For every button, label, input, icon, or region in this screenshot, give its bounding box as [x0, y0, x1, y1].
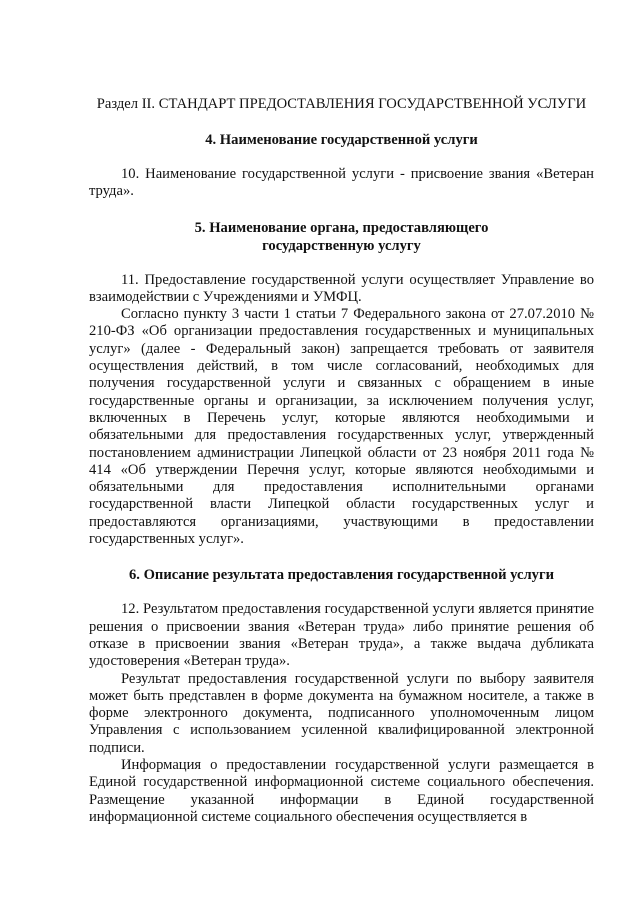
heading-service-name: 4. Наименование государственной услуги [205, 132, 478, 148]
heading-providing-authority-line2: государственную услугу [262, 237, 421, 254]
paragraph-12: 12. Результатом предоставления государственной услуги является принятие решения о присвоении звания «Ветеран труда» либо принятие решения об отказе в присвоении звания «Ветеран труда», а также выдача дубликата удостоверения «Ветеран труда». [89, 601, 594, 670]
paragraph-11: 11. Предоставление государственной услуги осуществляет Управление во взаимодействии с Учреждениями и УМФЦ. [89, 271, 594, 305]
heading-providing-authority [89, 219, 594, 255]
document-body [89, 95, 594, 826]
paragraph-12-result-form: Результат предоставления государственной услуги по выбору заявителя может быть представлен в форме документа на бумажном носителе, а также в форме электронного документа, подписанного уполномоченным лицом Управления с использованием усиленной квалифицированной электронной подписи. [89, 670, 594, 756]
paragraph-11-federal-law: Согласно пункту 3 части 1 статьи 7 Федерального закона от 27.07.2010 № 210-ФЗ «Об организации предоставления государственных и муниципальных услуг» (далее - Федеральный закон) запрещается требовать от заявителя осуществления действий, в том числе согласований, необходимых для получения государственной услуги и связанных с обращением в иные государственные органы и организации, за исключением получения услуг, включенных в Перечень услуг, которые являются необходимыми и обязательными для предоставления государственных услуг, утвержденный постановлением администрации Липецкой области от 23 ноября 2011 года № 414 «Об утверждении Перечня услуг, которые являются необходимыми и обязательными для предоставления исполнительными органами государственной власти Липецкой области государственных услуг и предоставляются организациями, участвующими в предоставлении государственных услуг». [89, 306, 594, 548]
heading-providing-authority-line1: 5. Наименование органа, предоставляющего [194, 219, 489, 236]
section-title: Раздел II. СТАНДАРТ ПРЕДОСТАВЛЕНИЯ ГОСУДАРСТВЕННОЙ УСЛУГИ [96, 96, 587, 112]
paragraph-10: 10. Наименование государственной услуги - присвоение звания «Ветеран труда». [89, 166, 594, 200]
heading-service-result: 6. Описание результата предоставления государственной услуги [128, 567, 554, 584]
paragraph-12-information: Информация о предоставлении государственной услуги размещается в Единой государственной информационной системе социального обеспечения. Размещение указанной информации в Единой государственной информационной системе социального обеспечения осуществляется в [89, 757, 594, 825]
